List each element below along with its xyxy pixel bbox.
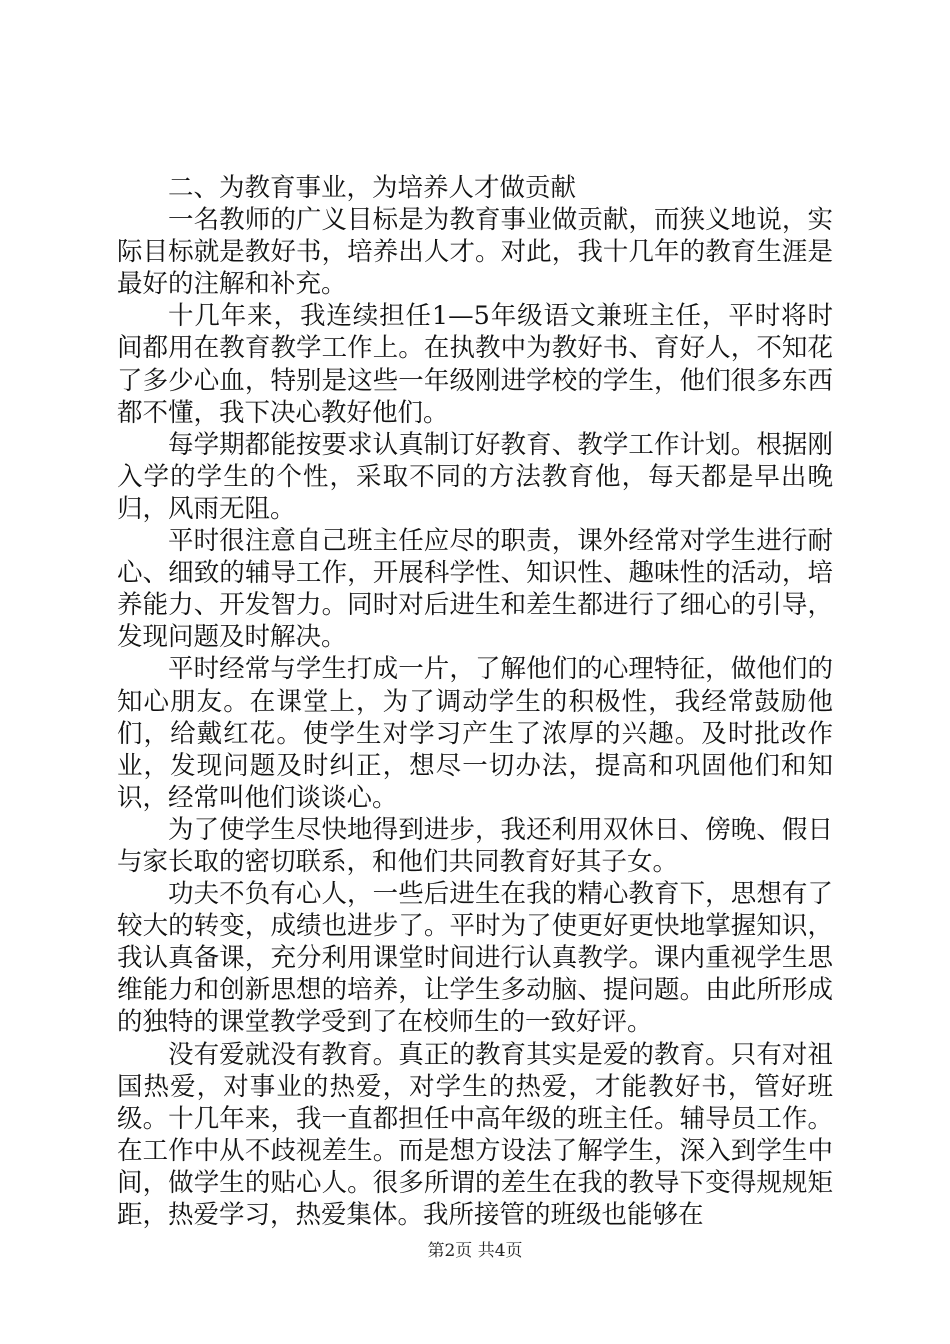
paragraph: 平时经常与学生打成一片，了解他们的心理特征，做他们的知心朋友。在课堂上，为了调动学生的积极性，我经常鼓励他们，给戴红花。使学生对学习产生了浓厚的兴趣。及时批改作业，发现问题及时纠正，想尽一切办法，提高和巩固他们和知识，经常叫他们谈谈心。 — [117, 654, 833, 813]
paragraph: 没有爱就没有教育。真正的教育其实是爱的教育。只有对祖国热爱，对事业的热爱，对学生的热爱，才能教好书，管好班级。十几年来，我一直都担任中高年级的班主任。辅导员工作。在工作中从不歧视差生。而是想方设法了解学生，深入到学生中间，做学生的贴心人。很多所谓的差生在我的教导下变得规规矩距，热爱学习，热爱集体。我所接管的班级也能够在 — [117, 1039, 833, 1230]
paragraph: 功夫不负有心人，一些后进生在我的精心教育下，思想有了较大的转变，成绩也进步了。平时为了使更好更快地掌握知识，我认真备课，充分利用课堂时间进行认真教学。课内重视学生思维能力和创新思想的培养，让学生多动脑、提问题。由此所形成的独特的课堂教学受到了在校师生的一致好评。 — [117, 879, 833, 1038]
page-footer: 第2页 共4页 — [427, 1241, 523, 1261]
paragraph: 为了使学生尽快地得到进步，我还利用双休日、傍晚、假日与家长取的密切联系，和他们共同教育好其子女。 — [117, 814, 833, 877]
paragraph: 平时很注意自己班主任应尽的职责，课外经常对学生进行耐心、细致的辅导工作，开展科学性、知识性、趣味性的活动，培养能力、开发智力。同时对后进生和差生都进行了细心的引导，发现问题及时解决。 — [117, 526, 833, 653]
paragraph: 十几年来，我连续担任1—5年级语文兼班主任，平时将时间都用在教育教学工作上。在执教中为教好书、育好人，不知花了多少心血，特别是这些一年级刚进学校的学生，他们很多东西都不懂，我下决心教好他们。 — [117, 301, 833, 428]
paragraph: 每学期都能按要求认真制订好教育、教学工作计划。根据刚入学的学生的个性，采取不同的方法教育他，每天都是早出晚归，风雨无阻。 — [117, 429, 833, 524]
paragraph: 一名教师的广义目标是为教育事业做贡献，而狭义地说，实际目标就是教好书，培养出人才。对此，我十几年的教育生涯是最好的注解和补充。 — [117, 205, 833, 300]
section-heading: 二、为教育事业，为培养人才做贡献 — [168, 173, 577, 203]
document-body — [117, 172, 833, 1231]
